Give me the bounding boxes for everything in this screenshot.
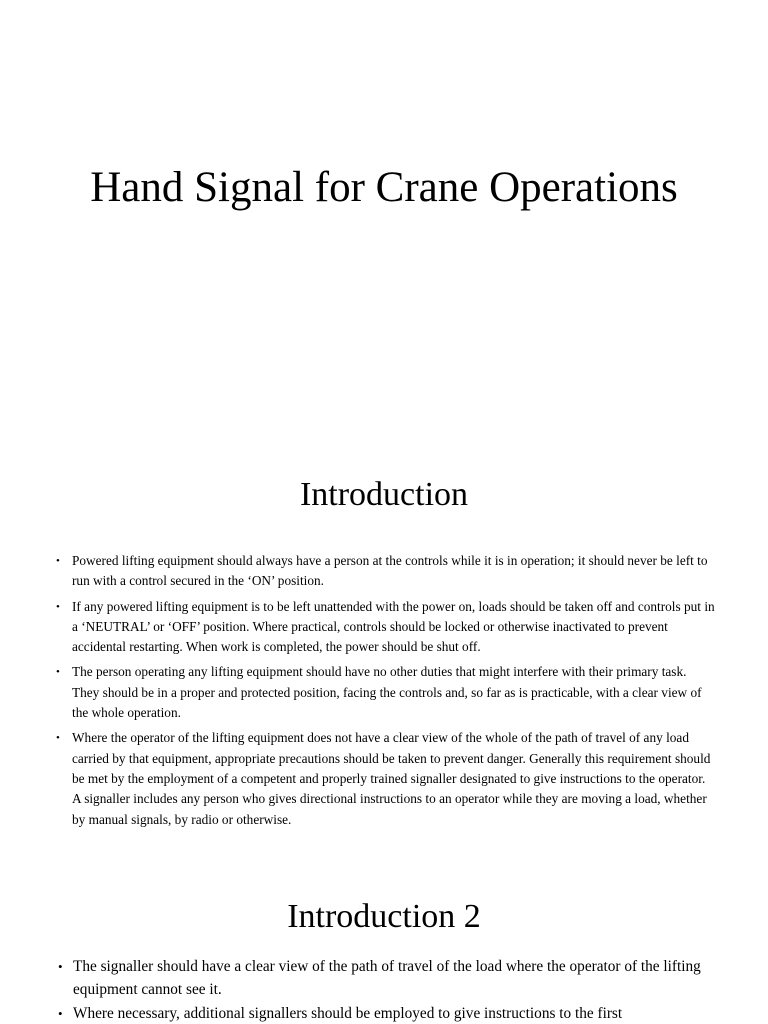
list-item — [56, 662, 716, 723]
section-heading-introduction: Introduction — [299, 476, 469, 513]
list-item-text: Powered lifting equipment should always have a person at the controls while it is in operation; it should never be left to run with a control secured in the ‘ON’ position. — [72, 553, 708, 589]
introduction-bullet-list — [56, 551, 716, 835]
list-item-text: Where necessary, additional signallers should be employed to give instructions to the first — [73, 1005, 623, 1022]
document-title: Hand Signal for Crane Operations — [90, 164, 678, 211]
list-item-text: Where the operator of the lifting equipment does not have a clear view of the whole of the path of travel of any load carried by that equipment, appropriate precautions should be taken to prevent danger. Generally this requirement should be met by the employment of a competent and properly trained signaller designated to give instructions to the operator. A signaller includes any person who gives directional instructions to an operator while they are moving a load, whether by manual signals, by radio or otherwise. — [72, 730, 711, 827]
introduction-2-bullet-list — [58, 956, 718, 1024]
list-item-text: The person operating any lifting equipment should have no other duties that might interfere with their primary task. They should be in a proper and protected position, facing the controls and, so far as is practicable, with a clear view of the whole operation. — [72, 664, 702, 721]
section-heading-introduction-2: Introduction 2 — [287, 898, 481, 935]
bullet-icon: • — [58, 959, 63, 974]
list-item — [56, 728, 716, 829]
list-item — [58, 956, 718, 1001]
list-item-text: If any powered lifting equipment is to be left unattended with the power on, loads should be taken off and controls put in a ‘NEUTRAL’ or ‘OFF’ position. Where practical, controls should be locked or otherwise inactivated to prevent accidental restarting. When work is completed, the power should be shut off. — [72, 598, 715, 655]
bullet-icon: • — [56, 600, 60, 613]
bullet-icon: • — [56, 732, 60, 745]
bullet-icon: • — [56, 666, 60, 679]
bullet-icon: • — [58, 1006, 63, 1021]
list-item — [56, 597, 716, 658]
list-item — [56, 551, 716, 592]
list-item-text: The signaller should have a clear view of the path of travel of the load where the operator of the lifting equipment cannot see it. — [73, 958, 701, 998]
list-item — [58, 1003, 718, 1024]
bullet-icon: • — [56, 555, 60, 567]
